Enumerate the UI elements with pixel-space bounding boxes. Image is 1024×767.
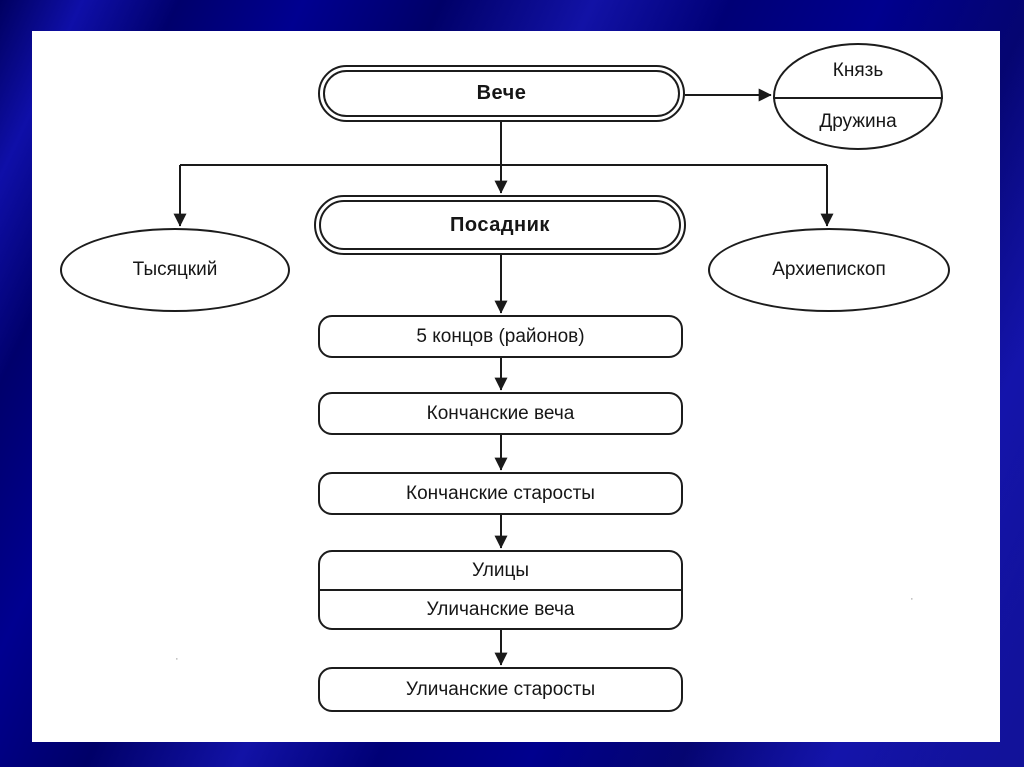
node-ulitsy-cell: [320, 552, 681, 591]
node-ulitsy-label: Улицы: [471, 559, 530, 581]
node-ulichanskie-vecha-label: Уличанские веча: [426, 598, 575, 620]
node-posadnik-frame: [319, 200, 681, 250]
node-veche-label: Вече: [476, 82, 527, 104]
node-five-konets: [318, 315, 683, 358]
node-konchanskie-starosty: [318, 472, 683, 515]
node-posadnik: [314, 195, 686, 255]
node-knyaz-cell: [775, 45, 941, 97]
scan-speck: ·: [175, 653, 179, 665]
node-ulichanskie-starosty: [318, 667, 683, 712]
node-archbishop: [708, 228, 950, 312]
node-ulitsy: [318, 550, 683, 630]
node-konchanskie-vecha-label: Кончанские веча: [426, 402, 575, 424]
node-ulichanskie-starosty-label: Уличанские старосты: [405, 678, 596, 700]
scan-speck: ·: [910, 593, 914, 605]
node-five-konets-label: 5 концов (районов): [416, 325, 585, 347]
node-tysyatsky: [60, 228, 290, 312]
node-konchanskie-vecha: [318, 392, 683, 435]
node-druzhina-label: Дружина: [819, 111, 897, 133]
node-posadnik-label: Посадник: [450, 213, 550, 236]
node-knyaz-label: Князь: [832, 59, 884, 81]
node-veche: [318, 65, 685, 122]
node-archbishop-label: Архиепископ: [772, 259, 886, 280]
node-druzhina-cell: [775, 97, 941, 149]
node-ulichanskie-vecha-cell: [320, 591, 681, 628]
node-tysyatsky-label: Тысяцкий: [132, 259, 218, 280]
node-knyaz-druzhina: [773, 43, 943, 150]
node-konchanskie-starosty-label: Кончанские старосты: [406, 482, 595, 504]
diagram-panel: [32, 31, 1000, 742]
node-veche-frame: [323, 70, 680, 117]
